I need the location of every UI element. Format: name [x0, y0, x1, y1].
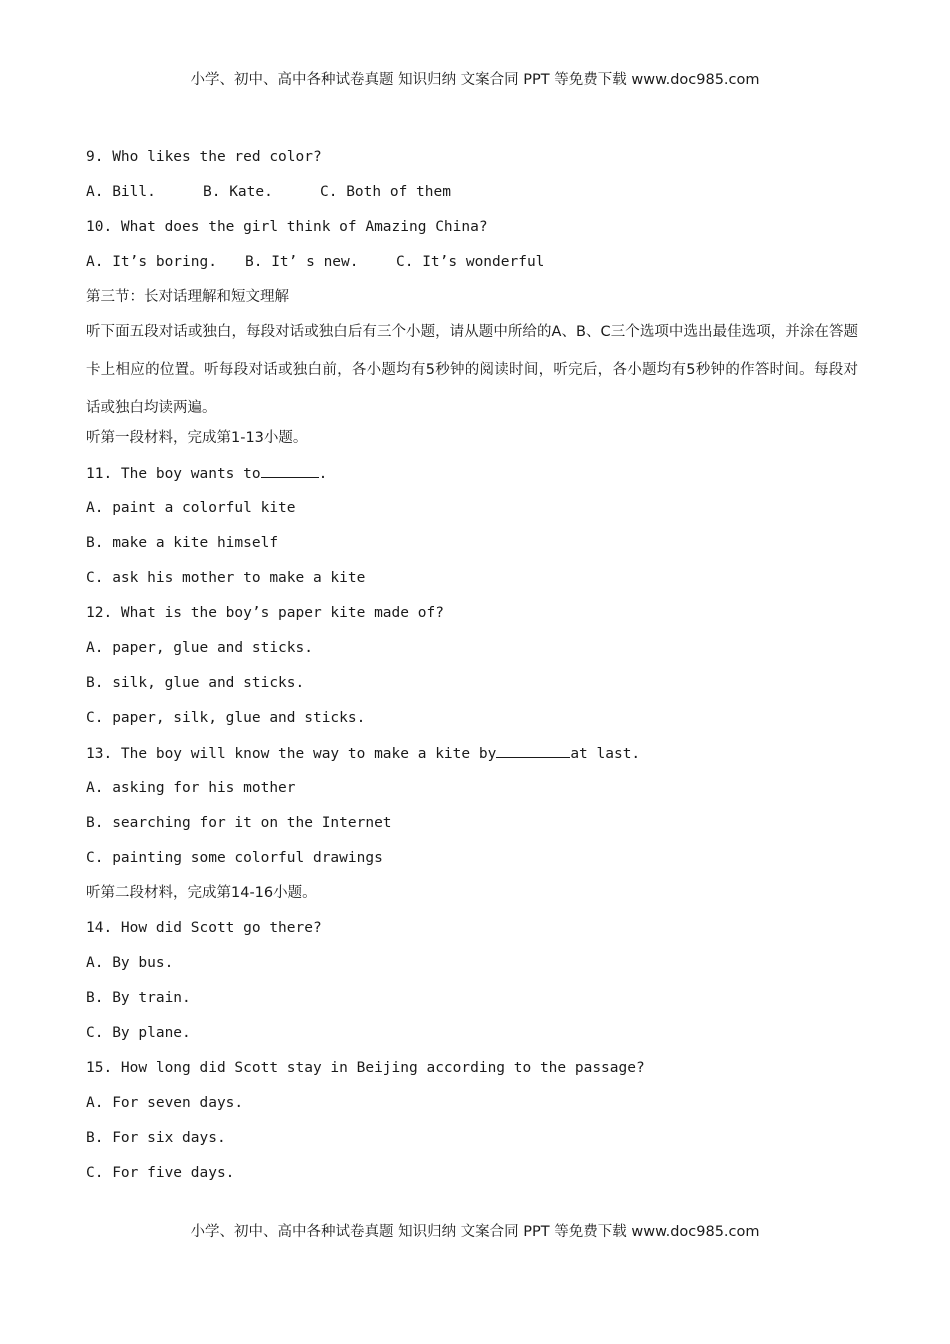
option-15c: C. For five days.	[86, 1165, 235, 1181]
section-3-title: 第三节：长对话理解和短文理解	[86, 289, 289, 305]
answer-blank	[496, 740, 570, 758]
document-body	[86, 144, 866, 1195]
page-header: 小学、初中、高中各种试卷真题 知识归纳 文案合同 PPT 等免费下载 www.doc985.com	[190, 72, 760, 88]
option-12a: A. paper, glue and sticks.	[86, 640, 313, 656]
question-11-end: .	[318, 466, 328, 482]
option-14c: C. By plane.	[86, 1025, 191, 1041]
option-15b: B. For six days.	[86, 1130, 226, 1146]
material-1-heading: 听第一段材料，完成第1-13小题。	[86, 430, 308, 446]
option-15a: A. For seven days.	[86, 1095, 244, 1111]
option-10c: C. It’s wonderful	[396, 254, 545, 270]
answer-blank	[261, 460, 319, 478]
option-14b: B. By train.	[86, 990, 191, 1006]
question-13-end: at last.	[570, 746, 641, 762]
option-9c: C. Both of them	[320, 184, 451, 200]
option-12b: B. silk, glue and sticks.	[86, 675, 305, 691]
question-15: 15. How long did Scott stay in Beijing according to the passage?	[86, 1060, 645, 1076]
question-13-text: 13. The boy will know the way to make a kite by	[86, 746, 497, 762]
option-13c: C. painting some colorful drawings	[86, 850, 383, 866]
option-11c: C. ask his mother to make a kite	[86, 570, 366, 586]
option-11a: A. paint a colorful kite	[86, 500, 296, 516]
question-11	[86, 460, 866, 495]
option-11b: B. make a kite himself	[86, 535, 279, 551]
question-12: 12. What is the boy’s paper kite made of?	[86, 605, 444, 621]
option-12c: C. paper, silk, glue and sticks.	[86, 710, 366, 726]
question-9: 9. Who likes the red color?	[86, 149, 322, 165]
question-10-options	[86, 249, 866, 284]
option-13b: B. searching for it on the Internet	[86, 815, 392, 831]
option-13a: A. asking for his mother	[86, 780, 296, 796]
question-11-text: 11. The boy wants to	[86, 466, 261, 482]
question-13	[86, 740, 866, 775]
material-2-heading: 听第二段材料，完成第14-16小题。	[86, 885, 317, 901]
option-10a: A. It’s boring.	[86, 254, 217, 270]
section-3-instructions: 听下面五段对话或独白，每段对话或独白后有三个小题，请从题中所给的A、B、C三个选项中选出最佳选项，并涂在答题卡上相应的位置。听每段对话或独白前，各小题均有5秒钟的阅读时间，听完后，各小题均有5秒钟的作答时间。每段对话或独白均读两遍。	[86, 324, 858, 416]
option-14a: A. By bus.	[86, 955, 174, 971]
option-10b: B. It’ s new.	[245, 254, 359, 270]
option-9b: B. Kate.	[203, 184, 273, 200]
question-9-options	[86, 179, 866, 214]
question-14: 14. How did Scott go there?	[86, 920, 322, 936]
option-9a: A. Bill.	[86, 184, 156, 200]
question-10: 10. What does the girl think of Amazing China?	[86, 219, 488, 235]
page-footer: 小学、初中、高中各种试卷真题 知识归纳 文案合同 PPT 等免费下载 www.doc985.com	[190, 1224, 760, 1240]
